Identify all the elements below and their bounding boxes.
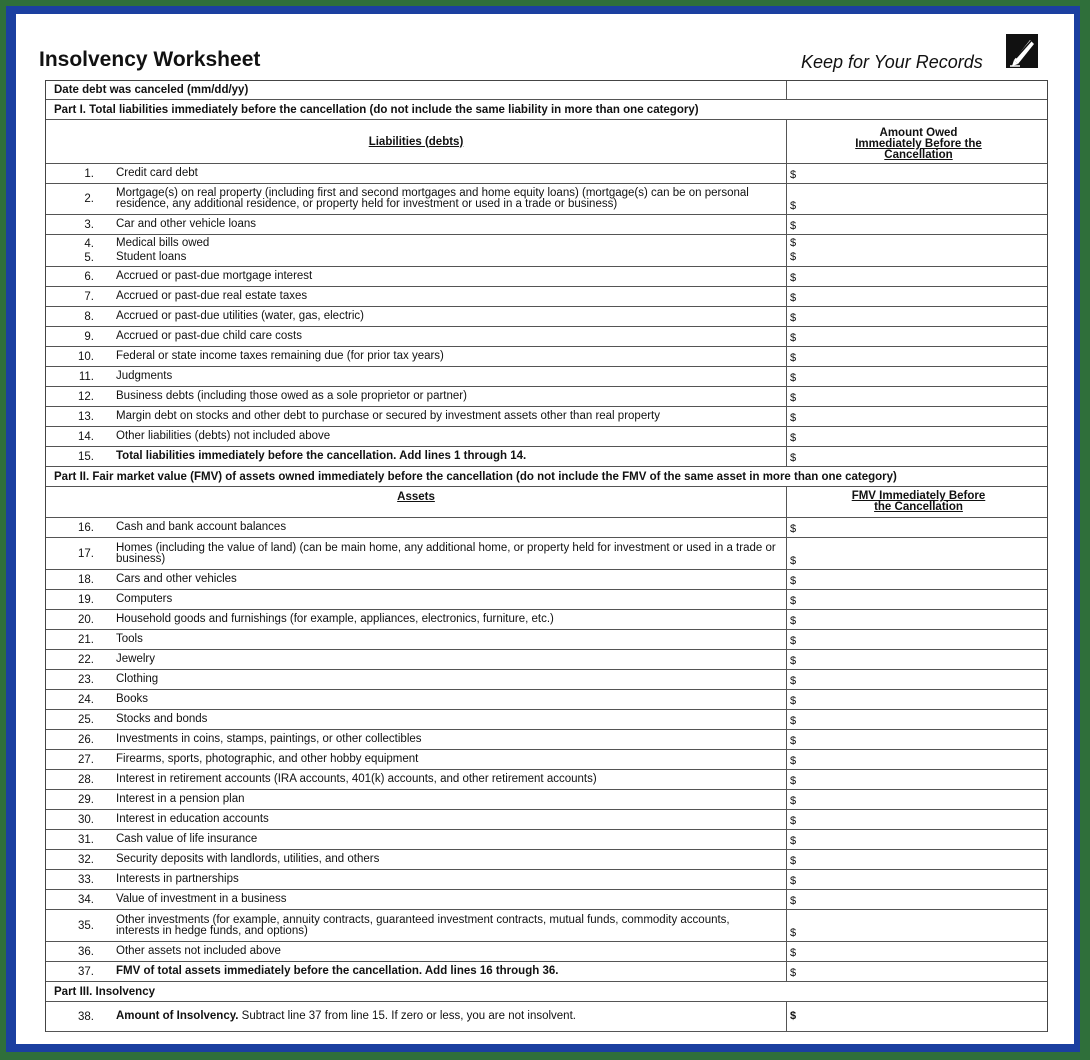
dollar-sign: $ — [790, 236, 797, 249]
line-number: 27. — [78, 753, 94, 766]
amount-owed-header-line2: Immediately Before the — [855, 138, 982, 150]
line-row — [46, 367, 1047, 387]
line-row — [46, 538, 1047, 570]
line-description: Accrued or past-due mortgage interest — [116, 270, 313, 282]
amount-field[interactable] — [786, 518, 1047, 537]
amount-field[interactable] — [786, 610, 1047, 629]
line-number: 12. — [78, 390, 94, 403]
amount-field[interactable] — [786, 327, 1047, 346]
pen-icon — [1004, 30, 1040, 70]
dollar-sign: $ — [790, 755, 797, 767]
line-description: FMV of total assets immediately before the cancellation. Add lines 16 through 36. — [116, 965, 559, 977]
line-number: 31. — [78, 833, 94, 846]
line-description: Jewelry — [116, 653, 155, 665]
line-number: 34. — [78, 893, 94, 906]
line-row — [46, 730, 1047, 750]
amount-field[interactable] — [786, 810, 1047, 829]
line-number: 4. — [84, 237, 94, 250]
line-description: Medical bills owed — [116, 237, 210, 249]
date-row — [46, 81, 1047, 100]
line-row — [46, 750, 1047, 770]
line-number: 16. — [78, 521, 94, 534]
amount-field[interactable] — [786, 670, 1047, 689]
line-row — [46, 235, 1047, 267]
line-row — [46, 670, 1047, 690]
dollar-sign: $ — [790, 635, 797, 647]
amount-field[interactable] — [786, 690, 1047, 709]
line-number: 22. — [78, 653, 94, 666]
line-row — [46, 870, 1047, 890]
dollar-sign: $ — [790, 595, 797, 607]
line-number: 2. — [84, 193, 94, 205]
amount-field[interactable] — [786, 630, 1047, 649]
line-row — [46, 942, 1047, 962]
amount-field[interactable] — [786, 570, 1047, 589]
dollar-sign: $ — [790, 412, 797, 424]
line-number: 29. — [78, 793, 94, 806]
part2-column-header — [46, 487, 1047, 518]
line-row — [46, 447, 1047, 467]
amount-field[interactable] — [786, 962, 1047, 981]
dollar-sign: $ — [790, 815, 797, 827]
line-description: Books — [116, 693, 148, 705]
dollar-sign: $ — [790, 655, 797, 667]
amount-field[interactable] — [786, 790, 1047, 809]
amount-field[interactable] — [786, 710, 1047, 729]
dollar-sign: $ — [790, 675, 797, 687]
part1-heading-row — [46, 100, 1047, 120]
line-row — [46, 215, 1047, 235]
line-number: 28. — [78, 773, 94, 786]
insolvency-label: Amount of Insolvency. — [116, 1010, 239, 1022]
line-description: Interest in a pension plan — [116, 793, 245, 805]
dollar-sign: $ — [790, 392, 797, 404]
line-description: Other assets not included above — [116, 945, 281, 957]
line-row — [46, 890, 1047, 910]
dollar-sign: $ — [790, 169, 797, 181]
line-description: Computers — [116, 593, 173, 605]
line-row — [46, 790, 1047, 810]
line-row — [46, 307, 1047, 327]
line-row — [46, 570, 1047, 590]
amount-field[interactable] — [786, 730, 1047, 749]
date-field[interactable] — [786, 81, 1047, 99]
dollar-sign: $ — [790, 927, 797, 939]
part2-heading: Part II. Fair market value (FMV) of assets owned immediately before the cancellation (do not include the FMV of the same asset in more than one category) — [54, 470, 897, 483]
line-row — [46, 427, 1047, 447]
line-number: 17. — [78, 547, 94, 560]
dollar-sign: $ — [790, 432, 797, 444]
line-row — [46, 850, 1047, 870]
line-number: 21. — [78, 633, 94, 646]
dollar-sign: $ — [790, 895, 797, 907]
page-title: Insolvency Worksheet — [39, 48, 261, 71]
fmv-header-line2: the Cancellation — [874, 501, 963, 513]
line-number: 30. — [78, 813, 94, 826]
dollar-sign: $ — [790, 1009, 797, 1022]
line-row — [46, 710, 1047, 730]
part1-heading: Part I. Total liabilities immediately before the cancellation (do not include the same liability in more than one category) — [54, 103, 699, 116]
amount-field[interactable] — [786, 427, 1047, 446]
line-row — [46, 327, 1047, 347]
line-number: 24. — [78, 693, 94, 706]
line-number: 38. — [78, 1010, 94, 1023]
line-number: 23. — [78, 673, 94, 686]
amount-field[interactable] — [786, 347, 1047, 366]
line-description: Student loans — [116, 251, 187, 263]
line-number: 25. — [78, 713, 94, 726]
amount-field[interactable] — [786, 538, 1047, 569]
keep-records-label: Keep for Your Records — [801, 52, 983, 72]
fmv-header-line1: FMV Immediately Before — [851, 490, 986, 502]
dollar-sign: $ — [790, 452, 797, 464]
document-frame — [6, 6, 1080, 1052]
insolvency-instructions: Subtract line 37 from line 15. If zero or less, you are not insolvent. — [238, 1010, 576, 1022]
line-description: Stocks and bonds — [116, 713, 208, 725]
line-row — [46, 407, 1047, 427]
dollar-sign: $ — [790, 555, 797, 567]
line-description: Cash and bank account balances — [116, 521, 287, 533]
amount-field[interactable] — [786, 387, 1047, 406]
amount-field[interactable] — [786, 770, 1047, 789]
amount-field[interactable] — [786, 910, 1047, 941]
amount-field[interactable] — [786, 942, 1047, 961]
amount-field[interactable] — [786, 447, 1047, 466]
dollar-sign: $ — [790, 795, 797, 807]
amount-field[interactable] — [786, 830, 1047, 849]
dollar-sign: $ — [790, 695, 797, 707]
line-description: Household goods and furnishings (for example, appliances, electronics, furniture, etc.) — [116, 613, 554, 625]
line-row — [46, 810, 1047, 830]
amount-field[interactable] — [786, 287, 1047, 306]
line-description: Federal or state income taxes remaining due (for prior tax years) — [116, 350, 444, 362]
dollar-sign: $ — [790, 835, 797, 847]
line-number: 7. — [84, 290, 94, 303]
amount-field[interactable] — [786, 215, 1047, 234]
assets-column-header: Assets — [397, 491, 435, 503]
line-row — [46, 630, 1047, 650]
line-description: Other investments (for example, annuity contracts, guaranteed investment contracts, mutual funds, commodity accounts, interests in hedge funds, and options) — [116, 913, 730, 937]
part3-heading-row — [46, 982, 1047, 1002]
part1-column-header — [46, 120, 1047, 164]
amount-field[interactable] — [786, 870, 1047, 889]
line-description: Interests in partnerships — [116, 873, 239, 885]
dollar-sign: $ — [790, 775, 797, 787]
line-number: 35. — [78, 919, 94, 932]
amount-field[interactable] — [786, 650, 1047, 669]
fmv-column-header — [786, 487, 1047, 517]
line-description: Accrued or past-due utilities (water, gas, electric) — [116, 310, 364, 322]
line-number: 3. — [84, 218, 94, 231]
amount-field[interactable] — [786, 590, 1047, 609]
line-number: 8. — [84, 310, 94, 323]
line-number: 15. — [78, 450, 94, 463]
dollar-sign: $ — [790, 715, 797, 727]
line-row — [46, 650, 1047, 670]
dollar-sign: $ — [790, 352, 797, 364]
dollar-sign: $ — [790, 200, 797, 212]
dollar-sign: $ — [790, 272, 797, 284]
line-number: 5. — [84, 251, 94, 264]
worksheet-form — [45, 80, 1048, 1032]
part2-heading-row — [46, 467, 1047, 487]
amount-field[interactable] — [786, 850, 1047, 869]
amount-field[interactable] — [786, 407, 1047, 426]
amount-field[interactable] — [786, 164, 1047, 183]
line-row — [46, 184, 1047, 215]
line-number: 10. — [78, 350, 94, 363]
dollar-sign: $ — [790, 855, 797, 867]
line-number: 1. — [84, 167, 94, 180]
dollar-sign: $ — [790, 332, 797, 344]
amount-owed-header-line3: Cancellation — [884, 149, 953, 161]
line-description: Value of investment in a business — [116, 893, 287, 905]
line-row — [46, 347, 1047, 367]
amount-field[interactable] — [786, 890, 1047, 909]
dollar-sign: $ — [790, 967, 797, 979]
line-row — [46, 590, 1047, 610]
line-description: Clothing — [116, 673, 159, 685]
line-number: 37. — [78, 965, 94, 978]
amount-field[interactable] — [786, 184, 1047, 214]
line-description: Accrued or past-due child care costs — [116, 330, 303, 342]
dollar-sign: $ — [790, 292, 797, 304]
line-description: Other liabilities (debts) not included above — [116, 430, 331, 442]
line-row — [46, 287, 1047, 307]
line-description: Total liabilities immediately before the cancellation. Add lines 1 through 14. — [116, 450, 527, 462]
line-description: Security deposits with landlords, utilities, and others — [116, 853, 380, 865]
line-row — [46, 830, 1047, 850]
line-row — [46, 164, 1047, 184]
line-description: Accrued or past-due real estate taxes — [116, 290, 308, 302]
line-number: 18. — [78, 573, 94, 586]
amount-field[interactable] — [786, 750, 1047, 769]
dollar-sign: $ — [790, 250, 797, 263]
line-row — [46, 910, 1047, 942]
line-number: 32. — [78, 853, 94, 866]
line-number: 6. — [84, 270, 94, 283]
amount-field[interactable] — [786, 1002, 1047, 1031]
dollar-sign: $ — [790, 220, 797, 232]
liabilities-column-header: Liabilities (debts) — [368, 135, 464, 148]
dollar-sign: $ — [790, 947, 797, 959]
line-row — [46, 518, 1047, 538]
line-description: Homes (including the value of land) (can be main home, any additional home, or property held for investment or used in a trade or business) — [116, 541, 776, 565]
line-description: Mortgage(s) on real property (including first and second mortgages and home equity loans) (mortgage(s) can be on personal residence, any additional residence, or property held for investment or used in a trade or business) — [116, 187, 749, 210]
line-row — [46, 267, 1047, 287]
line-description: Business debts (including those owed as a sole proprietor or partner) — [116, 390, 467, 402]
line-number: 20. — [78, 613, 94, 626]
line-number: 11. — [78, 370, 94, 383]
amount-owed-header-line1: Amount Owed — [879, 127, 958, 139]
line-number: 14. — [78, 430, 94, 443]
worksheet-page — [16, 14, 1074, 1044]
dollar-sign: $ — [790, 575, 797, 587]
line-number: 13. — [78, 410, 94, 423]
line-description: Credit card debt — [116, 167, 198, 179]
dollar-sign: $ — [790, 875, 797, 887]
part3-heading: Part III. Insolvency — [54, 985, 155, 998]
line-number: 19. — [78, 593, 94, 606]
line-description: Margin debt on stocks and other debt to purchase or secured by investment assets other than real property — [116, 410, 660, 422]
amount-field[interactable] — [786, 367, 1047, 386]
line-description: Judgments — [116, 370, 173, 382]
line-row — [46, 962, 1047, 982]
dollar-sign: $ — [790, 523, 797, 535]
line-description: Firearms, sports, photographic, and other hobby equipment — [116, 753, 419, 765]
line-description: Interest in education accounts — [116, 813, 269, 825]
line-description: Cars and other vehicles — [116, 573, 237, 585]
dollar-sign: $ — [790, 615, 797, 627]
dollar-sign: $ — [790, 735, 797, 747]
dollar-sign: $ — [790, 312, 797, 324]
line-38-row — [46, 1002, 1047, 1032]
amount-owed-column-header — [786, 120, 1047, 163]
line-row — [46, 387, 1047, 407]
line-description: Interest in retirement accounts (IRA accounts, 401(k) accounts, and other retirement accounts) — [116, 773, 597, 785]
line-number: 33. — [78, 873, 94, 886]
line-number: 36. — [78, 945, 94, 958]
amount-field[interactable] — [786, 235, 1047, 266]
line-row — [46, 770, 1047, 790]
line-number: 9. — [84, 330, 94, 343]
line-description: Tools — [116, 633, 143, 645]
line-row — [46, 690, 1047, 710]
dollar-sign: $ — [790, 372, 797, 384]
line-row — [46, 610, 1047, 630]
line-number: 26. — [78, 733, 94, 746]
date-label: Date debt was canceled (mm/dd/yy) — [54, 84, 249, 96]
line-description: Cash value of life insurance — [116, 833, 258, 845]
amount-field[interactable] — [786, 307, 1047, 326]
line-description: Investments in coins, stamps, paintings, or other collectibles — [116, 733, 422, 745]
line-description: Car and other vehicle loans — [116, 218, 256, 230]
amount-field[interactable] — [786, 267, 1047, 286]
